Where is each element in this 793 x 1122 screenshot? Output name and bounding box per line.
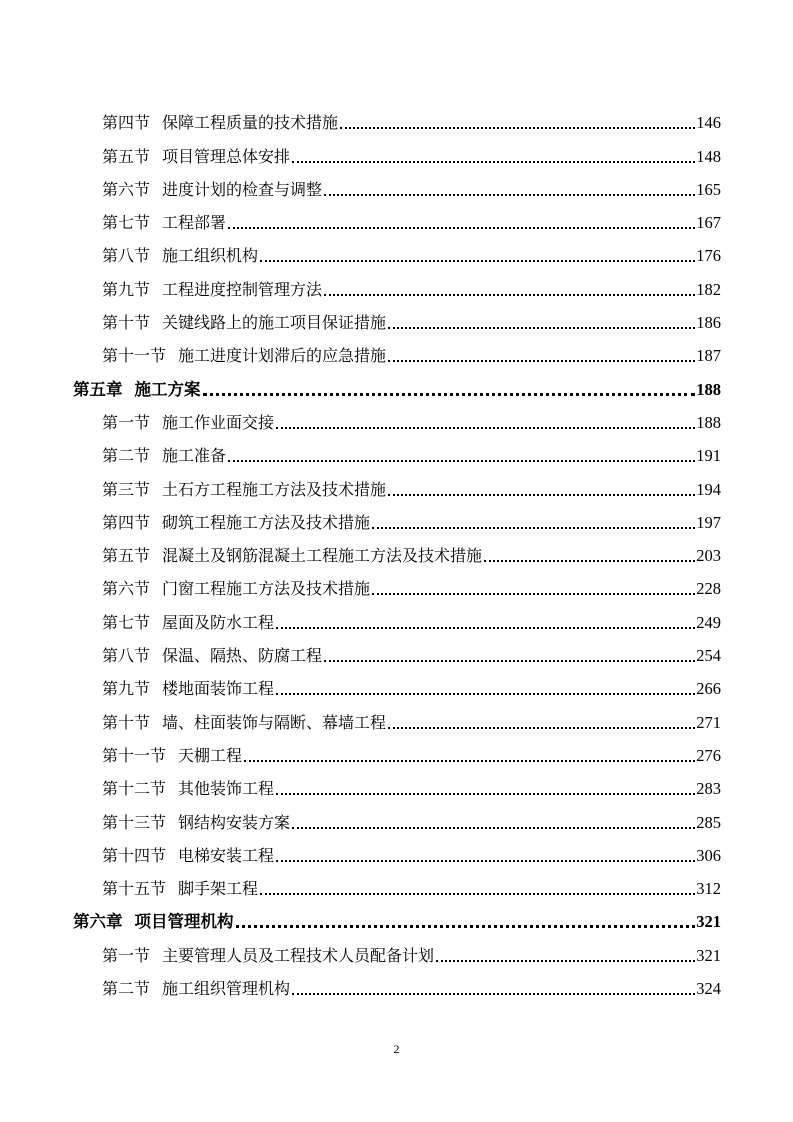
toc-section-entry[interactable] [73, 400, 721, 433]
toc-entry-page-number: 276 [696, 745, 721, 765]
toc-entry-number: 第十二节 [102, 779, 167, 799]
toc-entry-number: 第七节 [102, 612, 151, 632]
toc-dot-leader [276, 781, 695, 795]
toc-section-entry[interactable] [73, 733, 721, 766]
toc-entry-page-number: 266 [696, 679, 721, 699]
toc-entry-title: 主要管理人员及工程技术人员配备计划 [162, 945, 435, 965]
toc-entry-page-number: 148 [696, 146, 721, 166]
toc-dot-leader [292, 815, 695, 829]
toc-section-entry[interactable] [73, 466, 721, 499]
toc-entry-number: 第九节 [102, 279, 151, 299]
toc-section-entry[interactable] [73, 566, 721, 599]
toc-section-entry[interactable] [73, 833, 721, 866]
toc-entry-page-number: 249 [696, 612, 721, 632]
toc-dot-leader [276, 681, 695, 695]
toc-entry-number: 第九节 [102, 679, 151, 699]
toc-dot-leader [292, 149, 695, 163]
toc-section-entry[interactable] [73, 300, 721, 333]
toc-section-entry[interactable] [73, 966, 721, 999]
toc-section-entry[interactable] [73, 266, 721, 299]
toc-dot-leader [436, 948, 695, 962]
toc-entry-title: 保温、隔热、防腐工程 [162, 646, 323, 666]
toc-entry-page-number: 324 [696, 979, 721, 999]
toc-entry-page-number: 283 [696, 779, 721, 799]
toc-entry-number: 第十一节 [102, 745, 167, 765]
toc-entry-page-number: 165 [696, 179, 721, 199]
toc-entry-number: 第十一节 [102, 346, 167, 366]
toc-entry-title: 电梯安装工程 [178, 845, 275, 865]
toc-section-entry[interactable] [73, 866, 721, 899]
toc-section-entry[interactable] [73, 699, 721, 732]
toc-section-entry[interactable] [73, 932, 721, 965]
toc-entry-page-number: 321 [696, 912, 721, 932]
toc-entry-title: 钢结构安装方案 [178, 812, 291, 832]
toc-dot-leader [388, 715, 695, 729]
toc-chapter-entry[interactable] [73, 366, 721, 399]
toc-entry-page-number: 306 [696, 845, 721, 865]
toc-entry-title: 施工组织机构 [162, 246, 259, 266]
toc-entry-title: 施工组织管理机构 [162, 979, 291, 999]
page-number-footer: 2 [393, 1042, 400, 1056]
toc-entry-page-number: 285 [696, 812, 721, 832]
toc-entry-number: 第七节 [102, 213, 151, 233]
toc-dot-leader [388, 348, 695, 362]
toc-section-entry[interactable] [73, 333, 721, 366]
toc-entry-number: 第十三节 [102, 812, 167, 832]
toc-dot-leader [244, 748, 695, 762]
toc-entry-page-number: 188 [696, 412, 721, 432]
toc-dot-leader [388, 482, 695, 496]
toc-entry-page-number: 186 [696, 313, 721, 333]
toc-entry-page-number: 203 [696, 546, 721, 566]
toc-entry-title: 楼地面装饰工程 [162, 679, 275, 699]
toc-entry-number: 第四节 [102, 113, 151, 133]
toc-entry-page-number: 176 [696, 246, 721, 266]
toc-entry-number: 第六节 [102, 579, 151, 599]
toc-entry-page-number: 228 [696, 579, 721, 599]
toc-dot-leader [276, 848, 695, 862]
toc-dot-leader [340, 115, 695, 129]
toc-section-entry[interactable] [73, 100, 721, 133]
toc-entry-title: 关键线路上的施工项目保证措施 [162, 313, 387, 333]
toc-entry-title: 施工方案 [134, 379, 201, 399]
toc-section-entry[interactable] [73, 500, 721, 533]
toc-entry-title: 保障工程质量的技术措施 [162, 113, 339, 133]
toc-dot-leader [372, 515, 695, 529]
toc-entry-page-number: 194 [696, 479, 721, 499]
toc-entry-page-number: 182 [696, 279, 721, 299]
toc-entry-page-number: 187 [696, 346, 721, 366]
toc-entry-page-number: 321 [696, 945, 721, 965]
toc-entry-number: 第二节 [102, 979, 151, 999]
toc-entry-title: 施工准备 [162, 446, 227, 466]
toc-dot-leader [236, 913, 696, 928]
toc-section-entry[interactable] [73, 233, 721, 266]
toc-entry-page-number: 191 [696, 446, 721, 466]
toc-dot-leader [228, 448, 695, 462]
toc-dot-leader [324, 648, 695, 662]
toc-entry-title: 混凝土及钢筋混凝土工程施工方法及技术措施 [162, 546, 483, 566]
toc-entry-number: 第八节 [102, 646, 151, 666]
toc-section-entry[interactable] [73, 666, 721, 699]
toc-entry-number: 第二节 [102, 446, 151, 466]
toc-dot-leader [260, 881, 695, 895]
toc-entry-page-number: 197 [696, 512, 721, 532]
toc-entry-number: 第十四节 [102, 845, 167, 865]
toc-dot-leader [276, 415, 695, 429]
toc-section-entry[interactable] [73, 167, 721, 200]
toc-entry-title: 施工作业面交接 [162, 412, 275, 432]
toc-dot-leader [324, 282, 695, 296]
toc-entry-title: 工程部署 [162, 213, 227, 233]
toc-entry-title: 砌筑工程施工方法及技术措施 [162, 512, 371, 532]
toc-entry-title: 施工进度计划滞后的应急措施 [178, 346, 387, 366]
toc-dot-leader [228, 215, 695, 229]
toc-entry-page-number: 167 [696, 213, 721, 233]
toc-dot-leader [324, 182, 695, 196]
toc-entry-page-number: 188 [696, 379, 721, 399]
toc-dot-leader [484, 548, 695, 562]
toc-entry-title: 天棚工程 [178, 745, 243, 765]
toc-section-entry[interactable] [73, 533, 721, 566]
toc-section-entry[interactable] [73, 799, 721, 832]
toc-entry-number: 第一节 [102, 412, 151, 432]
toc-section-entry[interactable] [73, 599, 721, 632]
toc-entry-number: 第十节 [102, 313, 151, 333]
toc-dot-leader [203, 381, 696, 396]
toc-entry-number: 第五节 [102, 146, 151, 166]
toc-dot-leader [372, 581, 695, 595]
toc-entry-number: 第六章 [73, 912, 123, 932]
toc-entry-page-number: 146 [696, 113, 721, 133]
toc-entry-number: 第五章 [73, 379, 123, 399]
toc-entry-page-number: 254 [696, 646, 721, 666]
toc-entry-number: 第四节 [102, 512, 151, 532]
toc-entry-number: 第八节 [102, 246, 151, 266]
toc-entry-title: 脚手架工程 [178, 879, 259, 899]
toc-entry-page-number: 312 [696, 879, 721, 899]
table-of-contents [73, 100, 721, 999]
toc-entry-title: 进度计划的检查与调整 [162, 179, 323, 199]
toc-entry-number: 第一节 [102, 945, 151, 965]
toc-entry-number: 第十五节 [102, 879, 167, 899]
toc-entry-title: 项目管理机构 [134, 912, 234, 932]
toc-chapter-entry[interactable] [73, 899, 721, 932]
toc-dot-leader [276, 615, 695, 629]
toc-entry-title: 工程进度控制管理方法 [162, 279, 323, 299]
toc-entry-number: 第三节 [102, 479, 151, 499]
toc-section-entry[interactable] [73, 433, 721, 466]
toc-entry-number: 第十节 [102, 712, 151, 732]
toc-entry-title: 项目管理总体安排 [162, 146, 291, 166]
toc-entry-title: 门窗工程施工方法及技术措施 [162, 579, 371, 599]
toc-section-entry[interactable] [73, 200, 721, 233]
toc-entry-title: 其他装饰工程 [178, 779, 275, 799]
toc-section-entry[interactable] [73, 633, 721, 666]
toc-entry-page-number: 271 [696, 712, 721, 732]
toc-entry-title: 土石方工程施工方法及技术措施 [162, 479, 387, 499]
toc-dot-leader [388, 315, 695, 329]
toc-section-entry[interactable] [73, 766, 721, 799]
toc-entry-title: 屋面及防水工程 [162, 612, 275, 632]
toc-dot-leader [260, 248, 695, 262]
toc-entry-number: 第五节 [102, 546, 151, 566]
toc-entry-number: 第六节 [102, 179, 151, 199]
toc-section-entry[interactable] [73, 133, 721, 166]
toc-dot-leader [292, 981, 695, 995]
toc-entry-title: 墙、柱面装饰与隔断、幕墙工程 [162, 712, 387, 732]
